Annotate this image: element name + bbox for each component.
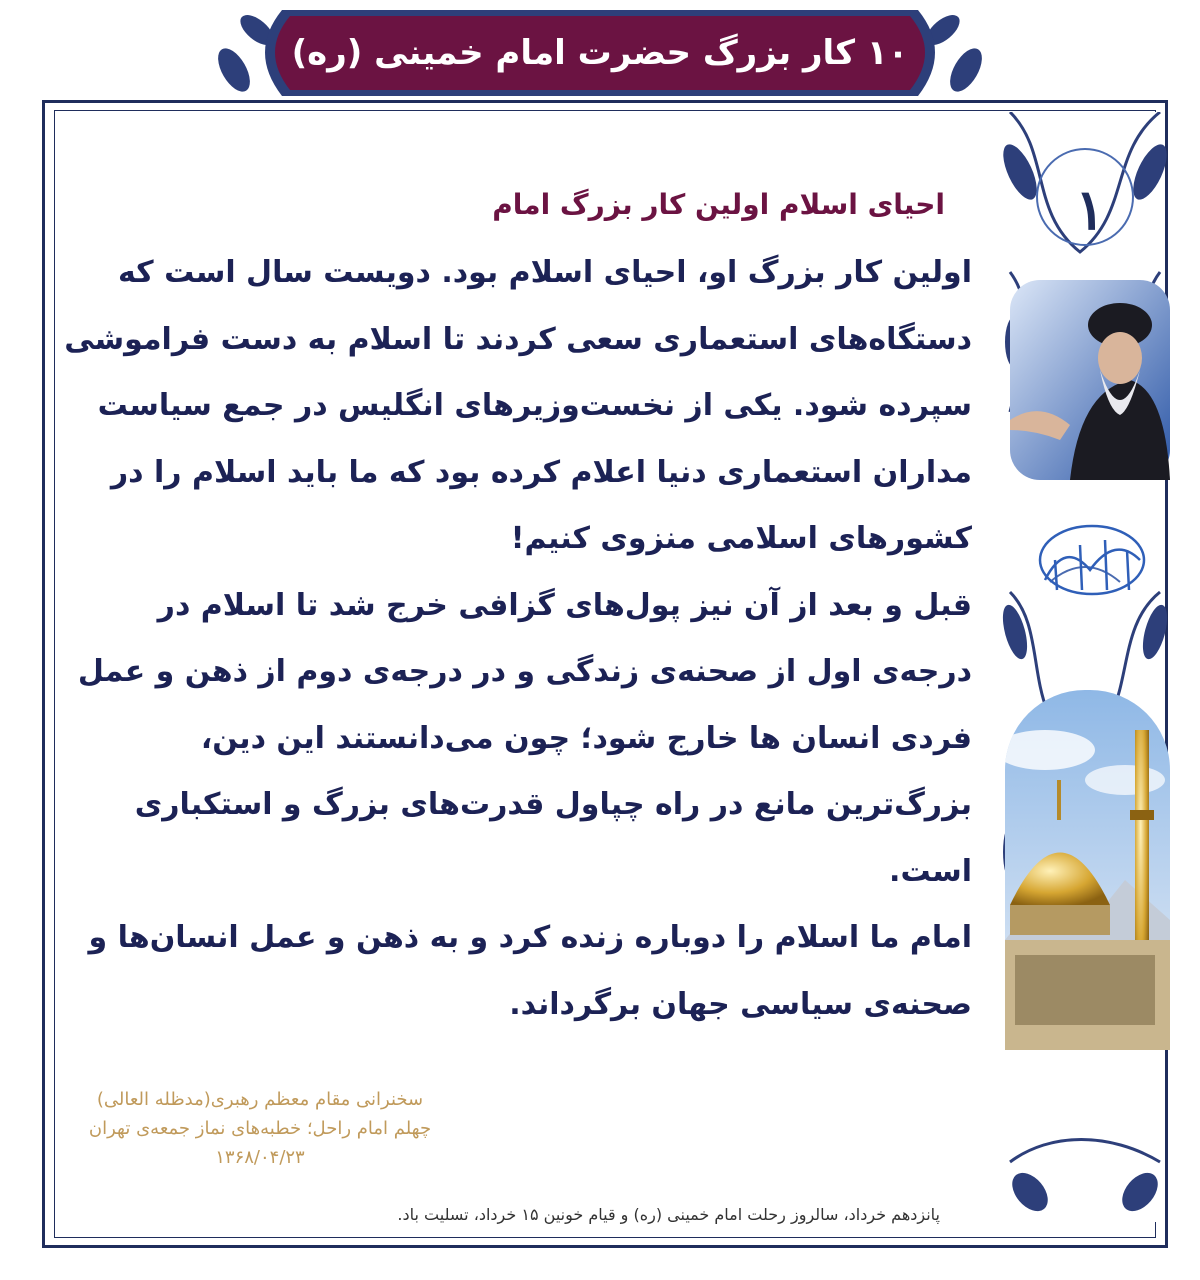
body-text bbox=[60, 240, 972, 1038]
section-heading: احیای اسلام اولین کار بزرگ امام bbox=[492, 188, 945, 221]
paragraph: قبل و بعد از آن نیز پول‌های گزافی خرج شد تا اسلام در درجه‌ی اول از صحنه‌ی زندگی و در درجه‌ی دوم از ذهن و عمل فردی انسان ها خارج شود؛ چون می‌دانستند این دین، بزرگ‌ترین مانع در راه چپاول قدرت‌های بزرگ و استکباری است. bbox=[77, 587, 972, 889]
calligraphy-emblem bbox=[1035, 520, 1150, 600]
shrine-image bbox=[1005, 690, 1170, 1050]
footer-note: پانزدهم خرداد، سالروز رحلت امام خمینی (ره) و قیام خونین ۱۵ خرداد، تسلیت باد. bbox=[397, 1205, 940, 1224]
title-banner bbox=[212, 0, 988, 104]
source-speaker: سخنرانی مقام معظم رهبری(مدظله العالی) bbox=[96, 1089, 424, 1110]
paragraph: امام ما اسلام را دوباره زنده کرد و به ذهن و عمل انسان‌ها و صحنه‌ی سیاسی جهان برگرداند. bbox=[88, 920, 972, 1022]
section-number-badge: ۱ bbox=[1074, 177, 1106, 243]
source-date: ۱۳۶۸/۰۴/۲۳ bbox=[215, 1147, 305, 1168]
portrait-image bbox=[1000, 280, 1170, 480]
floral-ornament-column bbox=[990, 112, 1170, 1222]
paragraph: اولین کار بزرگ او، احیای اسلام بود. دویست سال است که دستگاه‌های استعماری سعی کردند تا اسلام به دست فراموشی سپرده شود. یکی از نخست‌وزیرهای انگلیس در جمع سیاست مداران استعماری دنیا اعلام کرده بود که ما باید اسلام را در کشورهای اسلامی منزوی کنیم! bbox=[64, 255, 972, 556]
source-citation bbox=[60, 1085, 460, 1172]
source-occasion: چهلم امام راحل؛ خطبه‌های نماز جمعه‌ی تهران bbox=[88, 1118, 432, 1139]
page-title: ۱۰ کار بزرگ حضرت امام خمینی (ره) bbox=[291, 33, 909, 73]
